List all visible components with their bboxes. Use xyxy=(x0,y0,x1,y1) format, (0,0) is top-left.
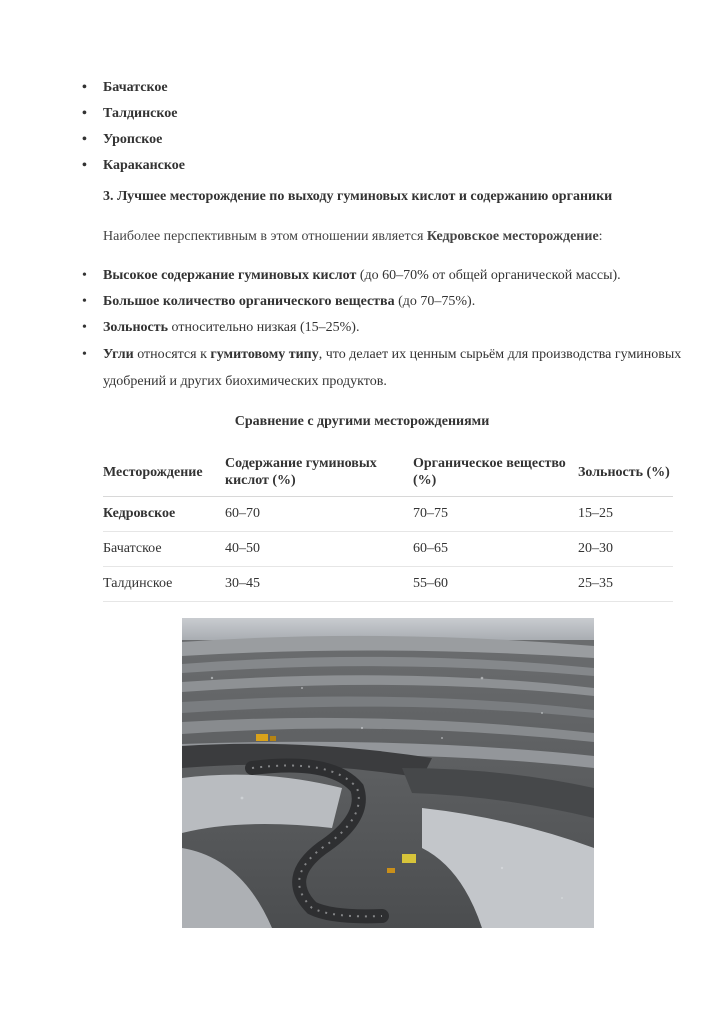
table-cell: 30–45 xyxy=(225,567,413,602)
intro-bold: Кедровское месторождение xyxy=(426,229,599,244)
detail-bold: Большое количество органического вещества xyxy=(103,294,395,309)
table-cell: 20–30 xyxy=(578,532,673,567)
table-row xyxy=(103,532,673,567)
list-item: • Бачатское xyxy=(82,75,682,101)
list-item: • Уропское xyxy=(82,127,682,153)
table-header-row xyxy=(103,448,673,497)
intro-paragraph xyxy=(103,229,603,245)
intro-text: Наиболее перспективным в этом отношении является xyxy=(103,229,427,244)
detail-bold: Угли xyxy=(103,347,134,362)
section-heading: 3. Лучшее месторождение по выходу гуминовых кислот и содержанию органики xyxy=(103,189,613,204)
comparison-table xyxy=(103,448,673,602)
column-header: Месторождение xyxy=(103,448,225,497)
table-cell: 70–75 xyxy=(413,497,578,532)
table-row xyxy=(103,567,673,602)
detail-text: (до 70–75%). xyxy=(394,294,476,309)
table-cell: Кедровское xyxy=(103,497,225,532)
list-item: • Караканское xyxy=(82,153,682,179)
intro-suffix: : xyxy=(598,229,603,244)
deposit-list xyxy=(82,75,682,179)
column-header: Органическое вещество (%) xyxy=(413,448,578,497)
detail-bold: гумитовому типу xyxy=(210,347,319,362)
table-row xyxy=(103,497,673,532)
column-header: Содержание гуминовых кислот (%) xyxy=(225,448,413,497)
detail-text: относительно низкая (15–25%). xyxy=(168,320,360,335)
table-cell: Бачатское xyxy=(103,532,225,567)
list-item xyxy=(82,341,682,395)
detail-text: , что делает их ценным сырьём для производства гуминовых удобрений и других биохимических продуктов. xyxy=(103,347,682,389)
table-cell: 25–35 xyxy=(578,567,673,602)
detail-text: относятся к xyxy=(133,347,211,362)
list-item xyxy=(82,315,682,341)
open-pit-mine-photo xyxy=(182,618,594,928)
table-cell: Талдинское xyxy=(103,567,225,602)
table-cell: 15–25 xyxy=(578,497,673,532)
detail-bold: Зольность xyxy=(103,320,169,335)
table-title: Сравнение с другими месторождениями xyxy=(234,414,490,429)
list-item xyxy=(82,263,682,289)
detail-list xyxy=(82,263,682,395)
table-cell: 60–70 xyxy=(225,497,413,532)
column-header: Зольность (%) xyxy=(578,448,673,497)
detail-text: (до 60–70% от общей органической массы). xyxy=(356,268,621,283)
table-cell: 40–50 xyxy=(225,532,413,567)
list-item xyxy=(82,289,682,315)
list-item: • Талдинское xyxy=(82,101,682,127)
table-cell: 55–60 xyxy=(413,567,578,602)
detail-bold: Высокое содержание гуминовых кислот xyxy=(103,268,357,283)
table-cell: 60–65 xyxy=(413,532,578,567)
